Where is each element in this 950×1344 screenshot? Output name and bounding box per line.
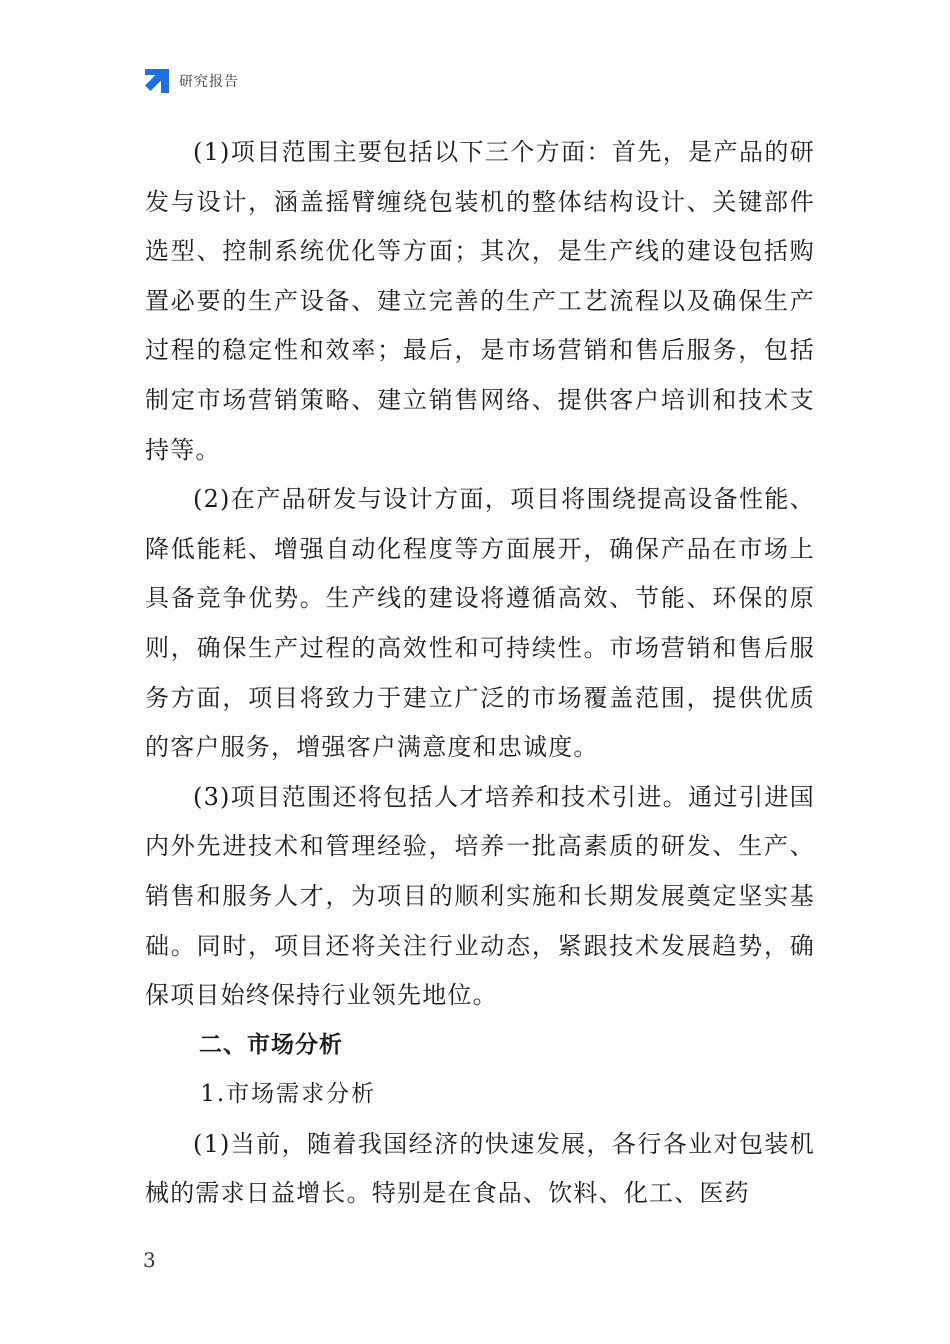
paragraph-scope-3: (3)项目范围还将包括人才培养和技术引进。通过引进国内外先进技术和管理经验，培养一批高素质的研发、生产、销售和服务人才，为项目的顺利实施和长期发展奠定坚实基础。同时，项目还将关注行业动态，紧跟技术发展趋势，确保项目始终保持行业领先地位。 <box>145 782 815 1010</box>
paragraph-scope-2: (2)在产品研发与设计方面，项目将围绕提高设备性能、降低能耗、增强自动化程度等方面展开，确保产品在市场上具备竞争优势。生产线的建设将遵循高效、节能、环保的原则，确保生产过程的高效性和可持续性。市场营销和售后服务方面，项目将致力于建立广泛的市场覆盖范围，提供优质的客户服务，增强客户满意度和忠诚度。 <box>145 485 815 762</box>
page-number: 3 <box>143 1248 156 1272</box>
header-label: 研究报告 <box>179 74 239 90</box>
document-body <box>145 128 815 1219</box>
arrow-logo-icon <box>143 67 171 95</box>
paragraph-scope-1: (1)项目范围主要包括以下三个方面：首先，是产品的研发与设计，涵盖摇臂缠绕包装机的整体结构设计、关键部件选型、控制系统优化等方面；其次，是生产线的建设包括购置必要的生产设备、建立完善的生产工艺流程以及确保生产过程的稳定性和效率；最后，是市场营销和售后服务，包括制定市场营销策略、建立销售网络、提供客户培训和技术支持等。 <box>145 138 815 464</box>
page-header <box>143 66 239 96</box>
sub-heading-market-demand: 1.市场需求分析 <box>200 1081 377 1108</box>
section-heading-market-analysis: 二、市场分析 <box>199 1031 344 1058</box>
paragraph-market-demand-1: (1)当前，随着我国经济的快速发展，各行各业对包装机械的需求日益增长。特别是在食品、饮料、化工、医药 <box>145 1129 815 1208</box>
